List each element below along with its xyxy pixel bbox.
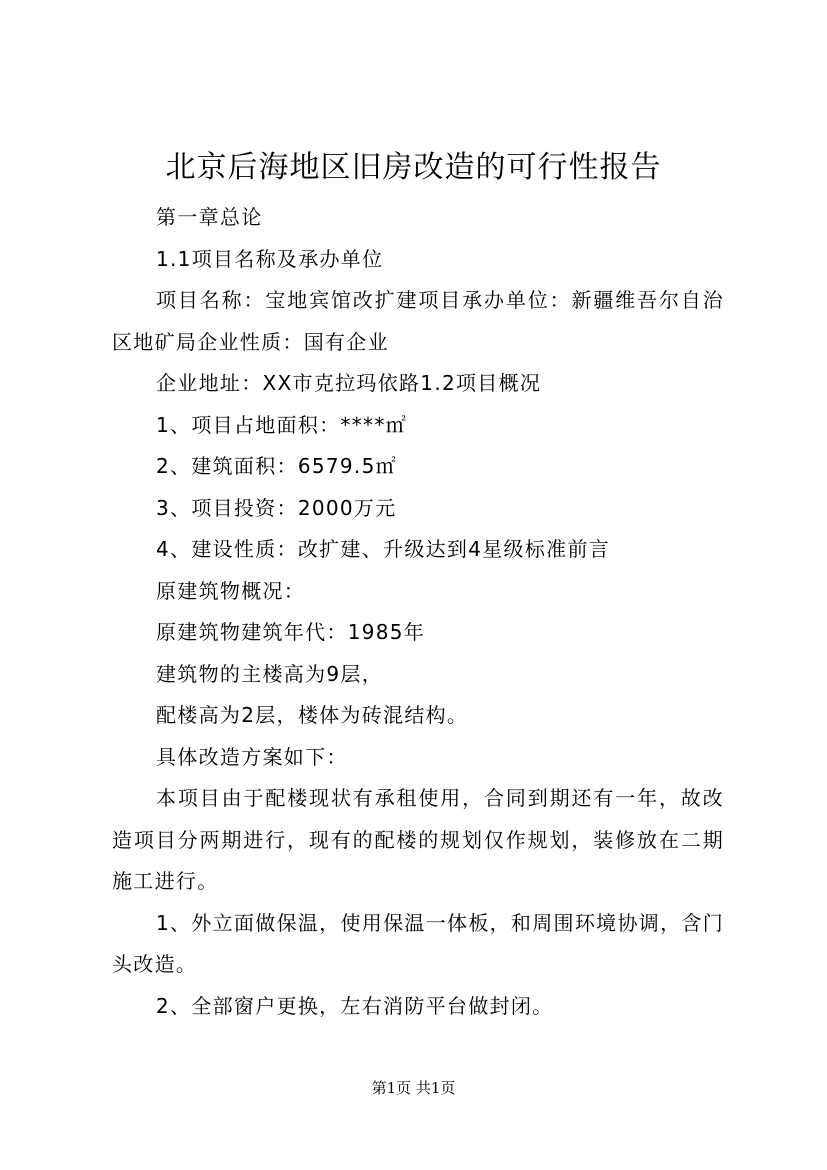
paragraph-section-heading: 1.1项目名称及承办单位 <box>156 246 384 271</box>
paragraph-construction-year: 原建筑物建筑年代：1985年 <box>156 620 426 644</box>
paragraph-land-area: 1、项目占地面积：****㎡ <box>156 412 407 437</box>
paragraph-investment: 3、项目投资：2000万元 <box>156 495 397 520</box>
paragraph-plan-heading: 具体改造方案如下： <box>156 744 348 769</box>
paragraph-building-area: 2、建筑面积：6579.5㎡ <box>156 454 397 478</box>
paragraph-project-name: 项目名称：宝地宾馆改扩建项目承办单位：新疆维吾尔自治区地矿局企业性质：国有企业 <box>112 288 724 354</box>
paragraph-original-overview: 原建筑物概况： <box>156 578 306 603</box>
paragraph-construction-nature: 4、建设性质：改扩建、升级达到4星级标准前言 <box>156 537 611 561</box>
paragraph-window-replacement: 2、全部窗户更换，左右消防平台做封闭。 <box>156 993 554 1018</box>
paragraph-chapter-heading: 第一章总论 <box>156 205 263 229</box>
paragraph-main-building: 建筑物的主楼高为9层， <box>156 661 384 686</box>
document-title: 北京后海地区旧房改造的可行性报告 <box>165 150 662 185</box>
page-footer: 第1页 共1页 <box>371 1079 456 1097</box>
paragraph-plan-description: 本项目由于配楼现状有承租使用，合同到期还有一年，故改造项目分两期进行，现有的配楼的规划仅作规划，装修放在二期施工进行。 <box>112 786 724 893</box>
paragraph-facade-insulation: 1、外立面做保温，使用保温一体板，和周围环境协调，含门头改造。 <box>112 910 724 976</box>
document-body <box>112 197 724 1027</box>
paragraph-annex-building: 配楼高为2层，楼体为砖混结构。 <box>156 703 469 727</box>
paragraph-company-address: 企业地址：XX市克拉玛依路1.2项目概况 <box>156 371 542 395</box>
